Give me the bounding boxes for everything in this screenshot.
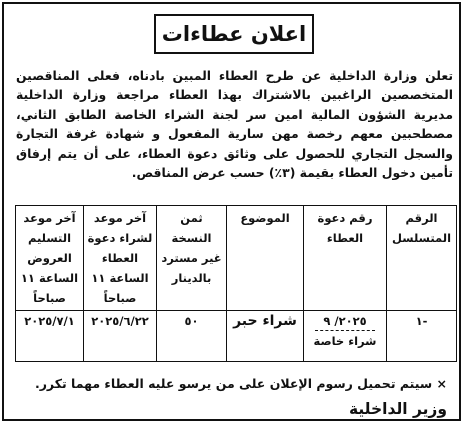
tender-number-value: ٢٠٢٥/ ٩ bbox=[323, 314, 367, 328]
cell-tender-number bbox=[304, 311, 387, 362]
tender-type-value: شراء خاصة bbox=[313, 334, 377, 348]
announcement-body: تعلن وزارة الداخلية عن طرح العطاء المبين بادناه، فعلى المناقصين المتخصصين الراغبين بالاشتراك بهذا العطاء مراجعة وزارة الداخلية مديرية الشؤون المالية امين سر لجنة الشراء الخاصة الطابق الثاني، مصطحبين معهم رخصة مهن سارية المفعول و شهادة غرفة التجارة والسجل التجاري للحصول على وثائق دعوة العطاء، على أن يتم إرفاق تأمين دخول العطاء بقيمة (٣٪) حسب عرض المناقص. bbox=[16, 68, 453, 181]
header-tender-number: رقم دعوة العطاء bbox=[304, 206, 387, 311]
header-purchase-deadline: آخر موعد لشراء دعوة العطاء الساعة ١١ صباحاً bbox=[84, 206, 157, 311]
advertisement-frame bbox=[2, 2, 461, 421]
cell-submission-deadline: ٢٠٢٥/٧/١ bbox=[16, 311, 84, 362]
announcement-title: اعلان عطاءات bbox=[161, 22, 307, 46]
header-submission-deadline: آخر موعد التسليم العروض الساعة ١١ صباحاً bbox=[16, 206, 84, 311]
tender-table bbox=[15, 205, 457, 362]
header-subject: الموضوع bbox=[227, 206, 304, 311]
header-copy-price: ثمن النسخة غير مسترد بالدينار bbox=[157, 206, 227, 311]
signature: وزير الداخلية bbox=[348, 400, 447, 418]
dashed-divider bbox=[315, 329, 375, 331]
cell-purchase-deadline: ٢٠٢٥/٦/٢٢ bbox=[84, 311, 157, 362]
fee-note: × سيتم تحميل رسوم الإعلان على من يرسو عليه العطاء مهما تكرر. bbox=[34, 376, 447, 391]
cell-serial: -١ bbox=[387, 311, 457, 362]
table-row bbox=[16, 311, 457, 362]
header-serial: الرقم المتسلسل bbox=[387, 206, 457, 311]
cell-subject: شراء حبر bbox=[227, 311, 304, 362]
table-header-row bbox=[16, 206, 457, 311]
title-box bbox=[154, 14, 314, 54]
cell-copy-price: ٥٠ bbox=[157, 311, 227, 362]
